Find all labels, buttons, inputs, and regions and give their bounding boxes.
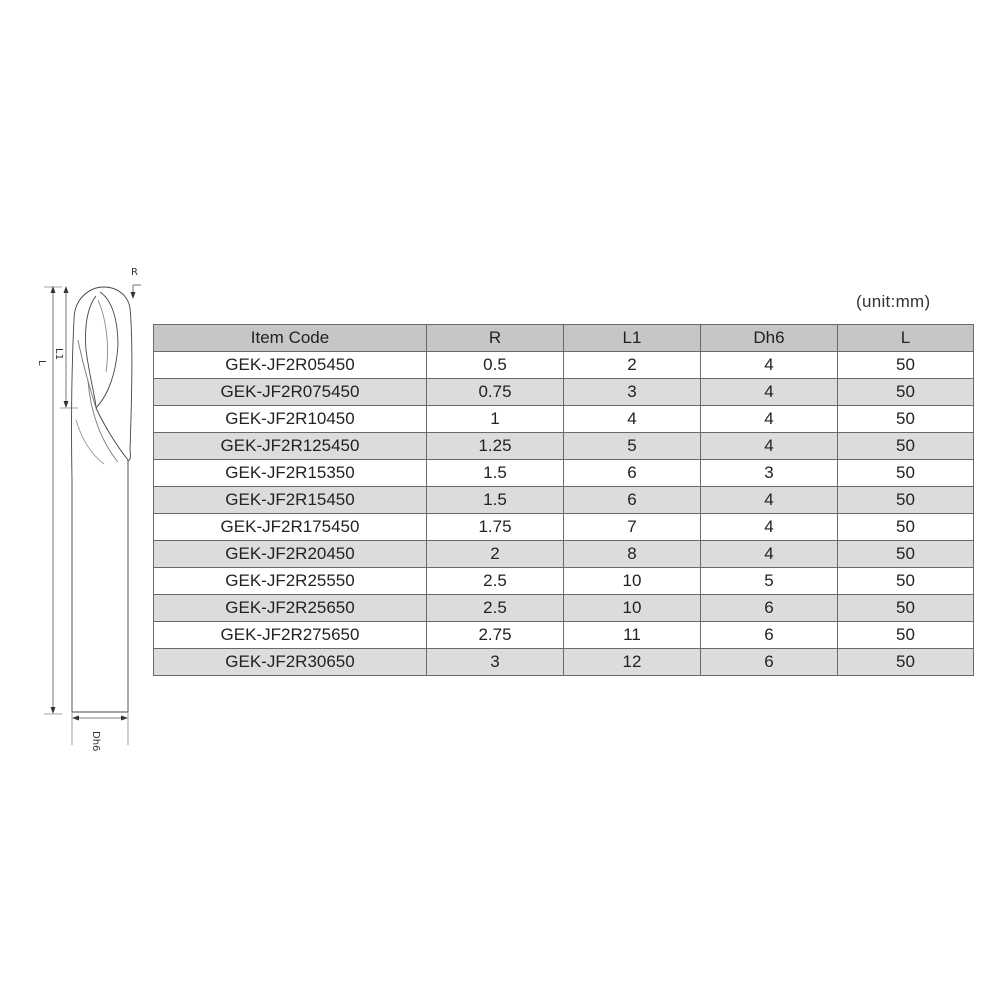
- cell-r: 2.5: [427, 568, 564, 595]
- cell-l: 50: [838, 649, 974, 676]
- cell-dh6: 3: [701, 460, 838, 487]
- cell-r: 1: [427, 406, 564, 433]
- cell-dh6: 6: [701, 649, 838, 676]
- cell-l1: 12: [564, 649, 701, 676]
- unit-label: (unit:mm): [856, 292, 931, 311]
- table-row: [154, 433, 974, 460]
- cell-l: 50: [838, 379, 974, 406]
- cell-r: 1.25: [427, 433, 564, 460]
- table-row: [154, 406, 974, 433]
- table-row: [154, 487, 974, 514]
- cell-l1: 8: [564, 541, 701, 568]
- cell-item-code: GEK-JF2R30650: [154, 649, 427, 676]
- header-dh6: Dh6: [701, 325, 838, 352]
- cell-r: 2: [427, 541, 564, 568]
- cell-dh6: 4: [701, 541, 838, 568]
- cell-r: 0.75: [427, 379, 564, 406]
- cell-l1: 10: [564, 595, 701, 622]
- table-row: [154, 649, 974, 676]
- cell-item-code: GEK-JF2R25550: [154, 568, 427, 595]
- cell-item-code: GEK-JF2R075450: [154, 379, 427, 406]
- table-row: [154, 622, 974, 649]
- cell-l1: 6: [564, 460, 701, 487]
- cell-item-code: GEK-JF2R15450: [154, 487, 427, 514]
- table-row: [154, 460, 974, 487]
- cell-dh6: 6: [701, 622, 838, 649]
- table-row: [154, 568, 974, 595]
- cell-r: 2.5: [427, 595, 564, 622]
- l-label: L: [36, 360, 47, 366]
- cell-l1: 2: [564, 352, 701, 379]
- r-label: R: [131, 267, 138, 278]
- cell-l1: 7: [564, 514, 701, 541]
- header-l: L: [838, 325, 974, 352]
- cell-l1: 6: [564, 487, 701, 514]
- table-row: [154, 595, 974, 622]
- tool-body: [72, 287, 132, 712]
- cell-dh6: 4: [701, 433, 838, 460]
- cell-r: 1.5: [427, 487, 564, 514]
- cell-item-code: GEK-JF2R25650: [154, 595, 427, 622]
- cell-r: 1.5: [427, 460, 564, 487]
- end-mill-drawing: [0, 0, 150, 1000]
- cell-l1: 3: [564, 379, 701, 406]
- cell-dh6: 4: [701, 406, 838, 433]
- cell-r: 0.5: [427, 352, 564, 379]
- table-row: [154, 541, 974, 568]
- cell-dh6: 6: [701, 595, 838, 622]
- header-r: R: [427, 325, 564, 352]
- dh6-label: Dh6: [90, 731, 101, 752]
- l1-dimension: [60, 286, 78, 408]
- cell-l: 50: [838, 487, 974, 514]
- cell-item-code: GEK-JF2R20450: [154, 541, 427, 568]
- header-item-code: Item Code: [154, 325, 427, 352]
- cell-l: 50: [838, 595, 974, 622]
- cell-l1: 11: [564, 622, 701, 649]
- cell-l: 50: [838, 433, 974, 460]
- cell-r: 2.75: [427, 622, 564, 649]
- cell-l: 50: [838, 514, 974, 541]
- cell-r: 3: [427, 649, 564, 676]
- cell-dh6: 4: [701, 514, 838, 541]
- cell-l1: 10: [564, 568, 701, 595]
- cell-r: 1.75: [427, 514, 564, 541]
- cell-dh6: 5: [701, 568, 838, 595]
- cell-l: 50: [838, 352, 974, 379]
- table-row: [154, 379, 974, 406]
- cell-item-code: GEK-JF2R125450: [154, 433, 427, 460]
- cell-dh6: 4: [701, 379, 838, 406]
- cell-item-code: GEK-JF2R275650: [154, 622, 427, 649]
- cell-l1: 4: [564, 406, 701, 433]
- cell-dh6: 4: [701, 487, 838, 514]
- header-l1: L1: [564, 325, 701, 352]
- l1-label: L1: [53, 348, 64, 360]
- cell-item-code: GEK-JF2R15350: [154, 460, 427, 487]
- table-row: [154, 352, 974, 379]
- cell-item-code: GEK-JF2R175450: [154, 514, 427, 541]
- cell-l: 50: [838, 568, 974, 595]
- cell-l: 50: [838, 460, 974, 487]
- cell-item-code: GEK-JF2R05450: [154, 352, 427, 379]
- cell-l: 50: [838, 622, 974, 649]
- cell-l1: 5: [564, 433, 701, 460]
- r-pointer: [131, 285, 142, 299]
- cell-l: 50: [838, 541, 974, 568]
- table-row: [154, 514, 974, 541]
- spec-table: [153, 324, 974, 676]
- table-header-row: [154, 325, 974, 352]
- cell-item-code: GEK-JF2R10450: [154, 406, 427, 433]
- cell-l: 50: [838, 406, 974, 433]
- cell-dh6: 4: [701, 352, 838, 379]
